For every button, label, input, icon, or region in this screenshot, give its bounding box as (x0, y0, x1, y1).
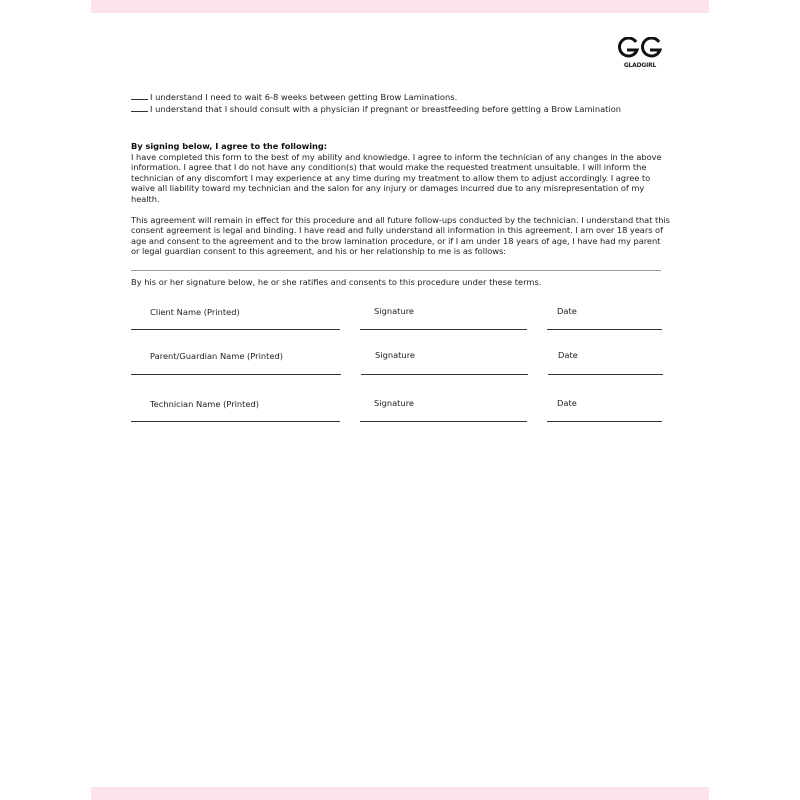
logo-text: GLADGIRL (623, 62, 657, 69)
client-name-line[interactable] (131, 329, 340, 330)
agreement-heading: By signing below, I agree to the following: (131, 141, 328, 151)
technician-date-line[interactable] (547, 421, 662, 422)
client-date-line[interactable] (547, 329, 662, 330)
guardian-name-label: Parent/Guardian Name (Printed) (150, 351, 283, 361)
checklist-item (131, 91, 457, 103)
bottom-band (91, 787, 709, 800)
technician-signature-line[interactable] (360, 421, 527, 422)
agreement-section (131, 141, 671, 257)
checklist-text: I understand that I should consult with a physician if pregnant or breastfeeding before getting a Brow Lamination (150, 104, 622, 114)
client-date-label: Date (557, 306, 577, 316)
agreement-paragraph-2: This agreement will remain in effect for this procedure and all future follow-ups conducted by the technician. I understand that this consent agreement is legal and binding. I have read and fully understand all information in this agreement. I am over 18 years of age and consent to the agreement and to the brow lamination procedure, or if I am under 18 years of age, I have had my parent or legal guardian consent to this agreement, and his or her relationship to me is as follows: (131, 214, 670, 257)
initial-blank[interactable] (131, 91, 148, 100)
guardian-date-label: Date (558, 350, 578, 360)
gladgirl-logo (617, 37, 663, 69)
gg-monogram-icon (617, 37, 663, 59)
checklist-text: I understand I need to wait 6-8 weeks between getting Brow Laminations. (150, 92, 458, 102)
technician-date-label: Date (557, 398, 577, 408)
checklist-item (131, 103, 621, 115)
guardian-name-line[interactable] (131, 374, 341, 375)
initial-blank[interactable] (131, 103, 148, 112)
client-name-label: Client Name (Printed) (150, 307, 240, 317)
guardian-signature-line[interactable] (361, 374, 528, 375)
relationship-line[interactable] (131, 270, 661, 271)
agreement-paragraph-1: I have completed this form to the best of my ability and knowledge. I agree to inform the technician of any changes in the above information. I agree that I do not have any condition(s) that would make the requested treatment unsuitable. I will inform the technician of any discomfort I may experience at any time during my treatment to allow them to adjust accordingly. I agree to waive all liability toward my technician and the salon for any injury or damages incurred due to any misrepresentation of my health. (131, 151, 662, 204)
technician-name-line[interactable] (131, 421, 340, 422)
technician-name-label: Technician Name (Printed) (150, 399, 260, 409)
client-signature-line[interactable] (360, 329, 527, 330)
technician-signature-label: Signature (374, 398, 415, 408)
top-band (91, 0, 709, 13)
guardian-signature-label: Signature (375, 350, 416, 360)
guardian-date-line[interactable] (548, 374, 663, 375)
client-signature-label: Signature (374, 306, 415, 316)
ratify-text: By his or her signature below, he or she ratifies and consents to this procedure under these terms. (131, 277, 542, 287)
